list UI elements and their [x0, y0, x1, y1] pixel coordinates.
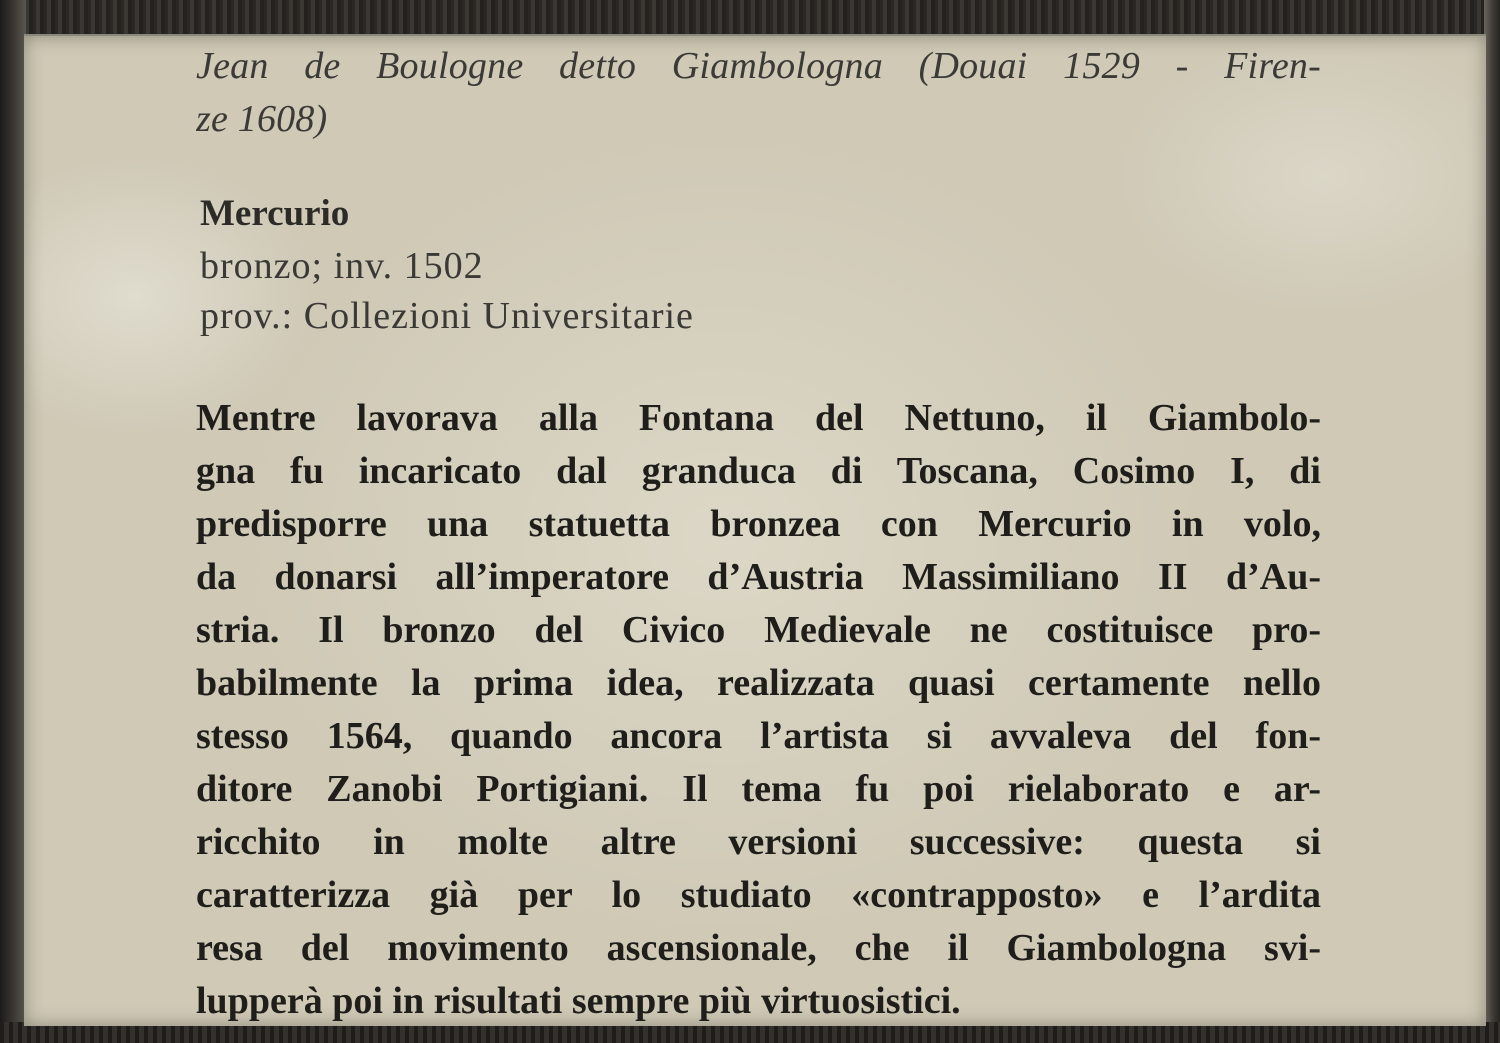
artist-attribution	[196, 40, 1321, 146]
provenance: prov.: Collezioni Universitarie	[200, 295, 694, 337]
description-line: stesso 1564, quando ancora l’artista si avvaleva del fon-	[196, 715, 1321, 757]
description-line: caratterizza già per lo studiato «contrapposto» e l’ardita	[196, 874, 1321, 916]
frame-top-edge	[0, 0, 1500, 36]
frame-left-edge	[0, 0, 26, 1043]
description-line: ditore Zanobi Portigiani. Il tema fu poi rielaborato e ar-	[196, 768, 1321, 810]
description-line: da donarsi all’imperatore d’Austria Massimiliano II d’Au-	[196, 556, 1321, 598]
artwork-title: Mercurio	[200, 193, 350, 234]
artwork-description	[196, 392, 1321, 1028]
artwork-details	[200, 241, 694, 341]
description-line: predisporre una statuetta bronzea con Mercurio in volo,	[196, 503, 1321, 545]
artist-line: Jean de Boulogne detto Giambologna (Douai 1529 - Firen-	[196, 45, 1321, 87]
description-line: stria. Il bronzo del Civico Medievale ne costituisce pro-	[196, 609, 1321, 651]
material-inventory: bronzo; inv. 1502	[200, 245, 484, 287]
description-line: resa del movimento ascensionale, che il Giambologna svi-	[196, 927, 1321, 969]
description-line: babilmente la prima idea, realizzata quasi certamente nello	[196, 662, 1321, 704]
frame-right-edge	[1484, 0, 1500, 1043]
artist-line: ze 1608)	[196, 98, 328, 140]
museum-label-card	[24, 34, 1486, 1026]
description-line: gna fu incaricato dal granduca di Toscana, Cosimo I, di	[196, 450, 1321, 492]
description-line: Mentre lavorava alla Fontana del Nettuno, il Giambolo-	[196, 397, 1321, 439]
description-line: lupperà poi in risultati sempre più virtuosistici.	[196, 980, 961, 1022]
description-line: ricchito in molte altre versioni successive: questa si	[196, 821, 1321, 863]
